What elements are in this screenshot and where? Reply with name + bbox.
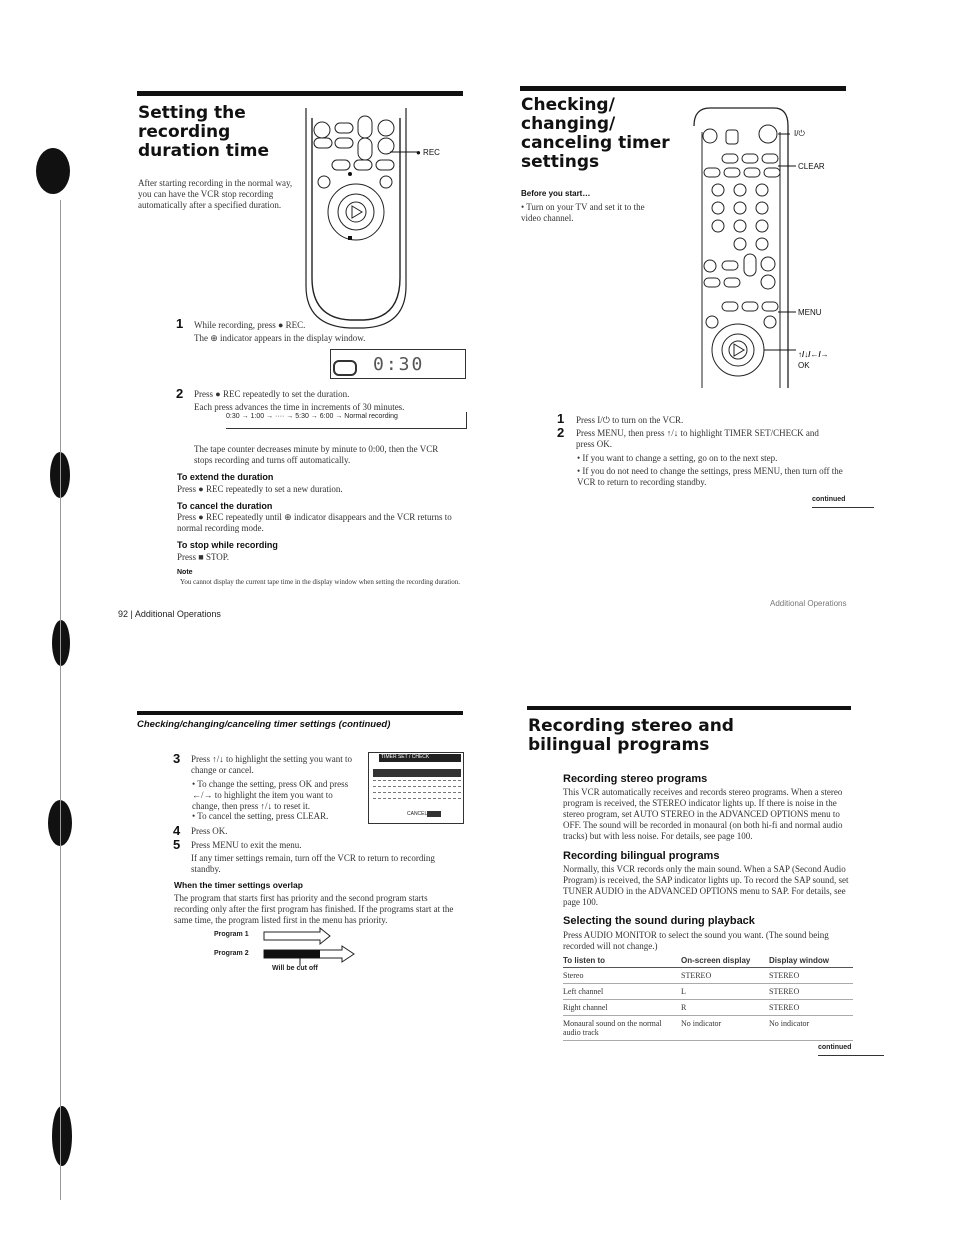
step-text: Press MENU to exit the menu. [191, 840, 302, 850]
program-2-label: Program 2 [214, 950, 249, 957]
continued-label: continued [812, 496, 846, 503]
continued-label: continued [818, 1044, 852, 1051]
table-cell: STEREO [681, 968, 769, 984]
menu-cancel: CANCEL [407, 811, 428, 817]
ok-label: OK [798, 361, 810, 370]
table-header: On-screen display [681, 954, 769, 968]
duration-sequence [226, 412, 467, 429]
table-cell: Right channel [563, 1000, 681, 1016]
body-text: Press AUDIO MONITOR to select the sound you want. (The sound being recorded will not change.) [563, 930, 829, 951]
continued-rule [812, 507, 874, 508]
bullet-1: If you want to change a setting, go on to the next step. [582, 453, 778, 463]
step-text: While recording, press ● REC. [194, 320, 306, 330]
body-text: This VCR automatically receives and records stereo programs. When a stereo program is received, the STEREO indicator lights up. If there is noise in the stereo program, set AUTO STEREO in the ADVANCED OPTIONS menu to OFF. The sound will be recorded in monaural (on both hi-fi and normal audio tracks) but with less noise. For details, see page 100. [563, 787, 843, 841]
table-row [563, 1016, 853, 1041]
sequence-text: 0:30 → 1:00 → ···· → 5:30 → 6:00 → Normal recording [226, 413, 398, 420]
display-readout: 0:30 [373, 354, 425, 375]
subheading: When the timer settings overlap [174, 880, 303, 890]
step-text: Press I/⏻ to turn on the VCR. [576, 415, 684, 425]
step-number: 1 [176, 316, 184, 331]
binding-hole [52, 620, 70, 666]
step-number: 1 [557, 411, 565, 426]
program-1-label: Program 1 [214, 931, 249, 938]
step-text: Press ● REC repeatedly to set the duration. [194, 389, 350, 399]
subheading: To extend the duration [177, 472, 274, 482]
body-text: Press ■ STOP. [177, 552, 230, 562]
bullet-text: • To change the setting, press OK and press ←/→ to highlight the item you want to change, then press ↑/↓ to reset it. [192, 779, 349, 811]
table-cell: R [681, 1000, 769, 1016]
binding-hole [52, 1106, 72, 1166]
body-text: Press ● REC repeatedly to set a new duration. [177, 484, 343, 494]
bullet-text: • If you do not need to change the settings, press MENU, then turn off the VCR to return to recording standby. [577, 466, 843, 487]
menu-row [373, 786, 461, 788]
step-number: 3 [173, 751, 181, 766]
section-title: Checking/changing/canceling timer settings (continued) [137, 719, 391, 730]
binding-hole [36, 148, 70, 194]
clear-label: CLEAR [798, 162, 825, 171]
menu-title: TIMER SET / CHECK [381, 754, 430, 760]
bullet-2: If you do not need to change the settings, press MENU, then turn off the VCR to return to recording standby. [577, 466, 843, 487]
table-row [563, 1000, 853, 1016]
intro-text: After starting recording in the normal way, you can have the VCR stop recording automatically after a specified duration. [138, 178, 293, 210]
subheading: Before you start… [521, 189, 591, 198]
section-title: Setting the recording duration time [138, 103, 269, 161]
table-header: To listen to [563, 954, 681, 968]
subheading: Recording stereo programs [563, 773, 708, 785]
menu-row-highlight [373, 769, 461, 777]
rec-label: ● REC [416, 148, 440, 157]
section-rule [137, 91, 463, 96]
body-text: Press ● REC repeatedly until ⊕ indicator disappears and the VCR returns to normal recording mode. [177, 512, 452, 533]
body-text: Normally, this VCR records only the main sound. When a SAP (Second Audio Program) is received, the SAP indicator lights up. To record the SAP sound, set TUNER AUDIO in the ADVANCED OPTIONS menu to SAP. For details, see page 100. [563, 864, 849, 907]
step-text: Press MENU, then press ↑/↓ to highlight TIMER SET/CHECK and press OK. [576, 428, 819, 449]
bullet-2: To cancel the setting, press CLEAR. [197, 811, 329, 821]
table-cell: Left channel [563, 984, 681, 1000]
table-cell: STEREO [769, 1000, 853, 1016]
power-label: I/⏻ [794, 129, 805, 138]
table-cell: Monaural sound on the normal audio track [563, 1016, 681, 1041]
remote-control-illustration [690, 106, 800, 388]
table-header: Display window [769, 954, 853, 968]
table-row [563, 968, 853, 984]
counter-text: The tape counter decreases minute by minute to 0:00, then the VCR stops recording and turns off automatically. [194, 444, 439, 465]
menu-label: MENU [798, 308, 822, 317]
subheading: Selecting the sound during playback [563, 915, 755, 927]
cut-off-label: Will be cut off [272, 965, 318, 972]
continued-rule [818, 1055, 884, 1056]
step-text: Each press advances the time in increments of 30 minutes. [194, 402, 405, 412]
section-title: Checking/ changing/ canceling timer settings [521, 95, 670, 172]
table-header-row [563, 954, 853, 968]
arrows-label: ↑/↓/←/→ [798, 350, 829, 359]
subheading: To stop while recording [177, 540, 278, 550]
bullet-text: • If you want to change a setting, go on to the next step. [577, 453, 778, 463]
display-window [330, 349, 466, 379]
timer-menu-screen [368, 752, 464, 824]
step-text: The ⊕ indicator appears in the display window. [194, 333, 366, 343]
display-icon [333, 360, 357, 376]
remote-control-illustration [300, 108, 460, 330]
page-footer: Additional Operations [770, 599, 847, 608]
bullet-text: • To cancel the setting, press CLEAR. [192, 811, 329, 821]
table-cell: L [681, 984, 769, 1000]
subheading: Recording bilingual programs [563, 850, 720, 862]
subheading: To cancel the duration [177, 501, 273, 511]
step-number: 5 [173, 837, 181, 852]
table-cell: STEREO [769, 968, 853, 984]
table-row [563, 984, 853, 1000]
table-cell: No indicator [769, 1016, 853, 1041]
bullet-1: To change the setting, press OK and press ←/→ to highlight the item you want to change, then press ↑/↓ to reset it. [192, 779, 349, 811]
step-number: 2 [176, 386, 184, 401]
table-cell: Stereo [563, 968, 681, 984]
section-rule [520, 86, 846, 91]
overlap-diagram [262, 926, 362, 966]
step-number: 2 [557, 425, 565, 440]
menu-cancel-box [427, 811, 441, 817]
menu-row [373, 792, 461, 794]
sound-table [563, 954, 853, 1041]
binding-line [60, 200, 61, 1200]
body-text: The program that starts first has priority and the second program starts recording only after the first program has finished. If the programs start at the same time, the program listed first in the menu has priority. [174, 893, 454, 925]
body-text: If any timer settings remain, turn off the VCR to return to recording standby. [191, 853, 435, 874]
section-rule [527, 706, 851, 710]
menu-row [373, 798, 461, 800]
before-text: Turn on your TV and set it to the video channel. [521, 202, 645, 223]
page-footer: 92 | Additional Operations [118, 609, 221, 619]
step-text: Press ↑/↓ to highlight the setting you want to change or cancel. [191, 754, 352, 775]
section-title: Recording stereo and bilingual programs [528, 716, 734, 755]
step-number: 4 [173, 823, 181, 838]
bullet-text: • Turn on your TV and set it to the video channel. [521, 202, 645, 223]
table-cell: No indicator [681, 1016, 769, 1041]
note-heading: Note [177, 569, 193, 576]
table-cell: STEREO [769, 984, 853, 1000]
section-rule [137, 711, 463, 715]
step-text: Press OK. [191, 826, 228, 836]
note-text: You cannot display the current tape time in the display window when setting the recording duration. [180, 578, 461, 586]
menu-row [373, 780, 461, 782]
